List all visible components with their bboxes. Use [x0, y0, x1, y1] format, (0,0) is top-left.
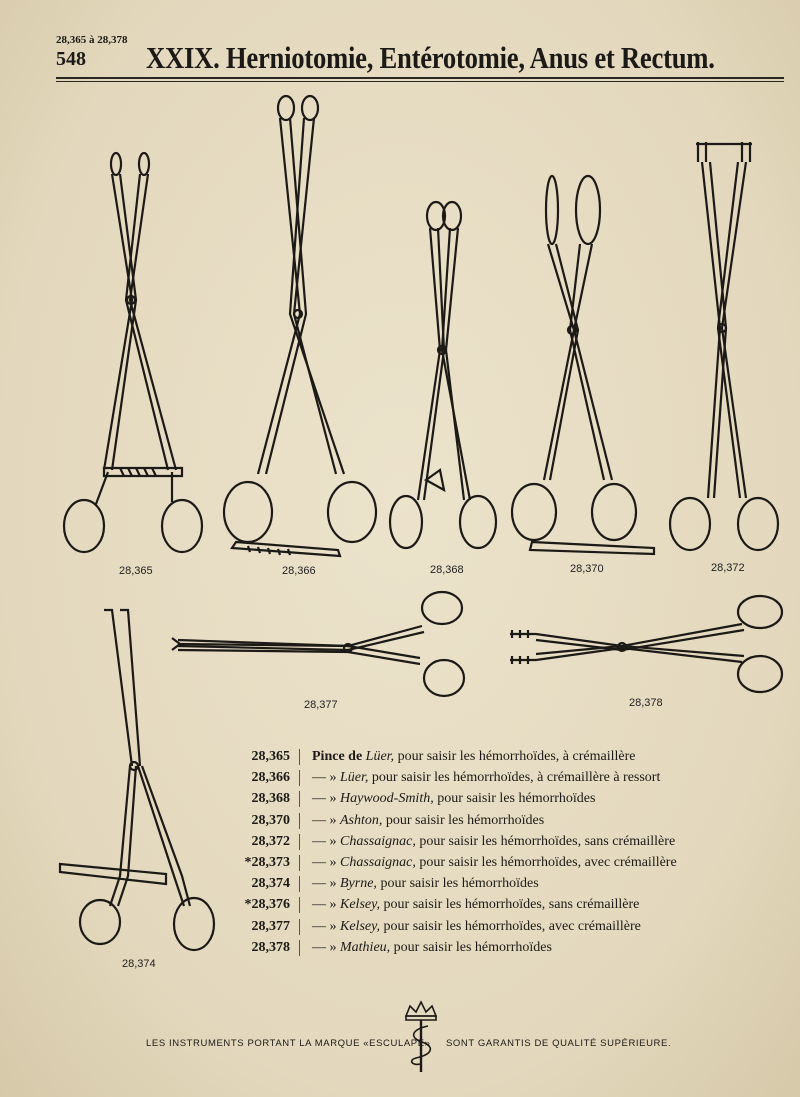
item-prefix: — »: [312, 812, 340, 828]
item-description: pour saisir les hémorrhoïdes: [390, 939, 552, 955]
legend-row: [236, 876, 756, 897]
item-description: pour saisir les hémorrhoïdes: [433, 791, 596, 807]
item-description: pour saisir les hémorrhoïdes, à crémaillère à ressort: [368, 770, 661, 786]
figure-label: 28,365: [119, 565, 153, 577]
item-name: Mathieu,: [340, 939, 391, 955]
item-description: pour saisir les hémorrhoïdes: [376, 876, 539, 892]
header-rule: [56, 77, 784, 79]
item-name: Lüer,: [340, 770, 369, 786]
item-range: 28,365 à 28,378: [56, 34, 128, 46]
figure-label: 28,378: [629, 697, 663, 709]
legend-row: [236, 897, 756, 918]
forceps-28366-illustration: [218, 94, 383, 564]
legend-row: [236, 855, 756, 876]
item-description: pour saisir les hémorrhoïdes, avec crémaillère: [415, 854, 677, 870]
legend-row: [236, 749, 756, 770]
item-code: 28,372: [236, 834, 300, 850]
item-description: pour saisir les hémorrhoïdes, avec crémaillère: [380, 918, 641, 934]
item-name: Lüer,: [365, 749, 395, 764]
item-description: pour saisir les hémorrhoïdes, sans crémaillère: [415, 833, 676, 849]
item-prefix: — »: [312, 854, 340, 870]
item-description: pour saisir les hémorrhoïdes, sans crémaillère: [380, 897, 640, 913]
esculape-crown-caduceus-icon: [400, 1000, 442, 1074]
header-rule-thin: [56, 81, 784, 82]
item-description: pour saisir les hémorrhoïdes, à crémaillère: [394, 749, 636, 764]
item-code: *28,373: [236, 855, 300, 871]
item-code: 28,377: [236, 919, 300, 935]
item-code: 28,368: [236, 791, 300, 807]
item-name: Ashton,: [340, 812, 383, 828]
item-description: pour saisir les hémorrhoïdes: [382, 812, 545, 828]
item-prefix: — »: [312, 833, 340, 849]
item-code: 28,374: [236, 876, 300, 892]
item-prefix: — »: [312, 918, 340, 934]
page-title: XXIX. Herniotomie, Entérotomie, Anus et Rectum.: [146, 40, 715, 75]
item-name: Kelsey,: [340, 897, 381, 913]
forceps-28370-illustration: [508, 170, 658, 560]
item-prefix: — »: [312, 876, 340, 892]
item-code: 28,370: [236, 813, 300, 829]
legend-row: [236, 834, 756, 855]
footer-left-text: LES INSTRUMENTS PORTANT LA MARQUE «ESCULAPE»: [146, 1038, 431, 1049]
figure-label: 28,366: [282, 565, 316, 577]
item-code: 28,365: [236, 749, 300, 765]
item-name: Chassaignac,: [340, 833, 416, 849]
legend-row: [236, 770, 756, 791]
figure-label: 28,374: [122, 958, 156, 970]
forceps-28378-illustration: [506, 590, 792, 700]
footer-right-text: SONT GARANTIS DE QUALITÉ SUPÉRIEURE.: [446, 1038, 672, 1049]
forceps-28377-illustration: [168, 586, 468, 701]
item-name: Haywood-Smith,: [340, 791, 434, 807]
legend-row: [236, 940, 756, 961]
item-prefix: — »: [312, 939, 340, 955]
figure-label: 28,377: [304, 699, 338, 711]
forceps-28372-illustration: [666, 138, 786, 558]
item-prefix: Pince de: [312, 749, 366, 764]
item-name: Kelsey,: [340, 918, 381, 934]
item-code: 28,378: [236, 940, 300, 956]
figure-label: 28,370: [570, 563, 604, 575]
item-legend: [236, 749, 756, 961]
item-name: Byrne,: [340, 876, 377, 892]
forceps-28365-illustration: [60, 150, 210, 560]
legend-row: [236, 813, 756, 834]
item-prefix: — »: [312, 791, 340, 807]
legend-row: [236, 791, 756, 812]
figure-label: 28,372: [711, 562, 745, 574]
page-number: 548: [56, 48, 86, 70]
forceps-28368-illustration: [386, 200, 504, 560]
item-code: 28,366: [236, 770, 300, 786]
figure-label: 28,368: [430, 564, 464, 576]
item-code: *28,376: [236, 897, 300, 913]
legend-row: [236, 919, 756, 940]
item-prefix: — »: [312, 897, 340, 913]
item-prefix: — »: [312, 770, 340, 786]
item-name: Chassaignac,: [340, 854, 416, 870]
